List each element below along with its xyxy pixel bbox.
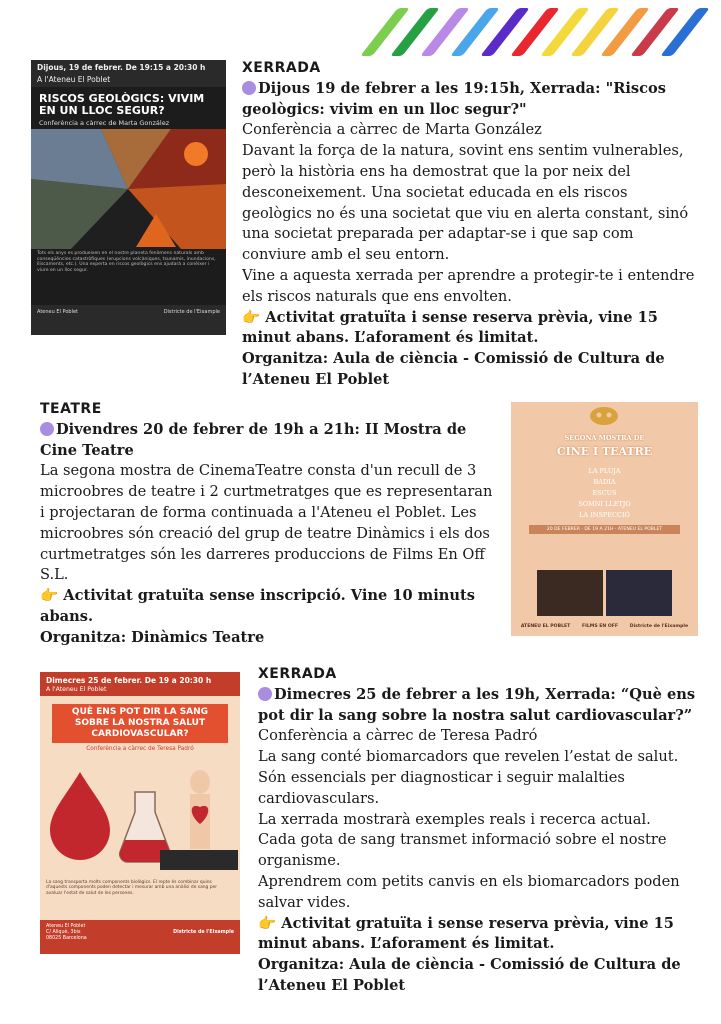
list-item: ESCUS <box>592 489 617 497</box>
theatre-mask-icon <box>511 402 698 428</box>
event-2-note: Activitat gratuïta sense inscripció. Vine 10 minuts abans. <box>40 587 475 625</box>
event-2-description: La segona mostra de CinemaTeatre consta d'un recull de 3 microobres de teatre i 2 curtmetratges que es representaran i projectaran de forma continuada a l'Ateneu el Poblet. Les microobres són creació del grup de teatre Dinàmics i els dos curtmetratges són les darreres produccions de Films En Off S.L. <box>40 462 493 584</box>
poster-sang-salut <box>40 672 240 954</box>
pointing-hand-icon: 👉 <box>258 914 277 932</box>
logo-districte: Districte de l'Eixample <box>629 623 689 629</box>
event-2-block <box>40 399 498 649</box>
event-2-organizer: Organitza: Dinàmics Teatre <box>40 628 265 646</box>
blood-drop-illustration <box>40 752 240 872</box>
rainbow-stripes <box>365 8 705 52</box>
purple-dot-icon <box>40 422 54 436</box>
poster-footer-address: C/ Aliquè, 3bis <box>46 930 81 935</box>
poster-title: QUÈ ENS POT DIR LA SANG SOBRE LA NOSTRA SALUT CARDIOVASCULAR? <box>52 704 228 743</box>
event-3-organizer: Organitza: Aula de ciència - Comissió de Cultura de l’Ateneu El Poblet <box>258 956 681 994</box>
list-item: LA PLUJA <box>588 467 621 475</box>
poster-photos <box>537 570 672 616</box>
event-1-tag: XERRADA <box>242 60 321 76</box>
event-1-title: Dijous 19 de febrer a les 19:15h, Xerrada: "Riscos geològics: vivim en un lloc segur?" <box>242 79 666 118</box>
poster-footer-right: Districte de l'Eixample <box>163 309 220 315</box>
event-3-title: Dimecres 25 de febrer a les 19h, Xerrada: “Què ens pot dir la sang sobre la nostra salut cardiovascular?” <box>258 685 696 724</box>
list-item: BADIA <box>593 478 616 486</box>
poster-subtitle: Conferència a càrrec de Teresa Padró <box>86 746 194 752</box>
photo <box>606 570 672 616</box>
photo <box>537 570 603 616</box>
poster-footer <box>31 305 226 335</box>
event-1-note: Activitat gratuïta i sense reserva prèvia, vine 15 minut abans. L’aforament és limitat. <box>242 308 658 347</box>
logo-ateneu: ATENEU EL POBLET <box>520 623 571 629</box>
purple-dot-icon <box>242 81 256 95</box>
event-3-block <box>258 664 704 997</box>
event-1-speaker: Conferència a càrrec de Marta González <box>242 121 542 139</box>
purple-dot-icon <box>258 687 272 701</box>
poster-venue: A l'Ateneu El Poblet <box>40 686 240 696</box>
poster-description: La sang transporta molts components biològics. El repte és combinar quins d'aquests components poden detectar i mesurar amb una anàlisi de sang per avaluar l'estat de salut de les persones. <box>40 878 240 920</box>
poster-title: RISCOS GEOLÒGICS: VIVIM EN UN LLOC SEGUR? <box>39 92 205 117</box>
event-2-tag: TEATRE <box>40 401 102 417</box>
event-3-line: La xerrada mostrarà exemples reals i recerca actual. <box>258 810 651 828</box>
poster-footer <box>40 920 240 954</box>
poster-info: 20 DE FEBRER · DE 19 A 21H · ATENEU EL POBLET <box>529 525 680 534</box>
event-3-speaker: Conferència a càrrec de Teresa Padró <box>258 727 538 745</box>
poster-footer-city: 08025 Barcelona <box>46 936 87 941</box>
poster-riscos-geologics <box>31 60 226 335</box>
event-3-line: La sang conté biomarcadors que revelen l’estat de salut. <box>258 748 679 766</box>
event-1-description-2: Vine a aquesta xerrada per aprendre a protegir-te i entendre els riscos naturals que ens envolten. <box>242 266 695 305</box>
poster-program-list <box>529 466 680 521</box>
poster-header: Dimecres 25 de febrer. De 19 a 20:30 h <box>40 672 240 686</box>
list-item: LA INSPECCIÓ <box>579 511 630 519</box>
poster-footer-left: Ateneu El Poblet <box>37 309 79 315</box>
event-1-description: Davant la força de la natura, sovint ens sentim vulnerables, però la història ens ha demostrat que la por neix del desconeixement. Una societat educada en els riscos geològics no és una societat que viu en alerta constant, sinó una societat preparada per adaptar-se i que sap com conviure amb el seu entorn. <box>242 142 689 264</box>
event-3-note: Activitat gratuïta i sense reserva prèvia, vine 15 minut abans. L’aforament és limitat. <box>258 914 674 953</box>
poster-footer-name: Ateneu El Poblet <box>46 924 86 929</box>
event-1-organizer: Organitza: Aula de ciència - Comissió de Cultura de l’Ateneu El Poblet <box>242 350 665 388</box>
logo-films-en-off: FILMS EN OFF <box>582 623 619 629</box>
event-3-line: Són essencials per diagnosticar i seguir malalties cardiovasculars. <box>258 768 625 807</box>
poster-footer-right: Districte de l'Eixample <box>173 930 234 935</box>
poster-description: Tots els anys es produeixen en el nostre planeta fenòmens naturals amb conseqüències catastròfiques (erupcions volcàniques, tsunamis, inundacions, lliscaments, etc.). Una experta en riscos geològics ens ajudarà a conèixer i viure en un lloc segur. <box>37 251 216 273</box>
poster-collage-image <box>31 129 226 249</box>
poster-logos <box>515 618 694 634</box>
poster-title-line-1: SEGONA MOSTRA DE <box>564 434 645 442</box>
event-3-line: Aprendrem com petits canvis en els biomarcadors poden salvar vides. <box>258 872 680 911</box>
event-3-tag: XERRADA <box>258 666 337 682</box>
poster-venue: A l'Ateneu El Poblet <box>31 75 226 87</box>
event-1-block <box>242 58 702 391</box>
pointing-hand-icon: 👉 <box>40 587 59 605</box>
event-3-line: Cada gota de sang transmet informació sobre el nostre organisme. <box>258 831 667 870</box>
pointing-hand-icon: 👉 <box>242 308 261 326</box>
poster-cine-teatre <box>511 402 698 636</box>
event-2-title: Divendres 20 de febrer de 19h a 21h: II Mostra de Cine Teatre <box>40 420 467 459</box>
poster-title-line-2: CINE I TEATRE <box>556 445 653 458</box>
poster-subtitle: Conferència a càrrec de Marta González <box>39 119 170 127</box>
poster-header: Dijous, 19 de febrer. De 19:15 a 20:30 h <box>31 60 226 75</box>
list-item: SOMNI LLETJO <box>578 500 631 508</box>
